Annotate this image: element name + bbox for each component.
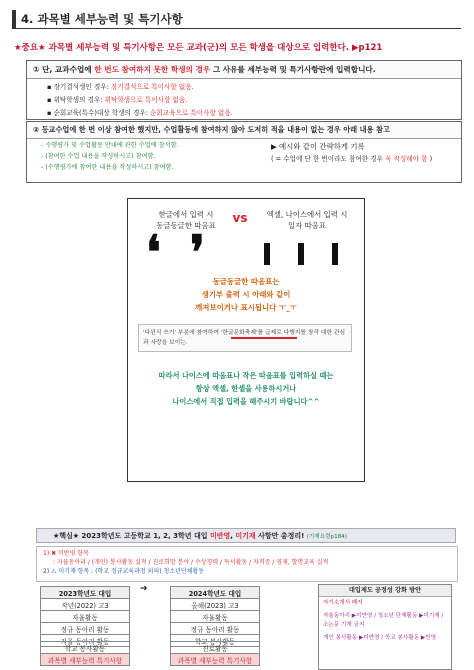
left-subheader: 작년(2022) 고3 (41, 599, 130, 611)
side-panel (318, 584, 452, 670)
table-row: 정규 동아리 활동 (171, 623, 260, 635)
straight-quote-icon (298, 243, 304, 265)
core-summary-bar (36, 528, 456, 543)
advice-line: 항상 엑셀, 한셀을 사용하시거나 (195, 384, 297, 393)
left-title-line: 한글에서 입력 시 (158, 210, 214, 219)
right-header: 2024학년도 대입 (171, 587, 260, 599)
section2-heading: ② 등교수업에 한 번 이상 참여한 했지만, 수업활동에 참여하지 않아 도저히 적을 내용이 없는 경우 아래 내용 참고 (27, 122, 461, 139)
core-unreflected: 미반영 (209, 532, 231, 540)
core-text: 2023학년도 고등학교 1, 2, 3학년 대입 (79, 532, 210, 540)
left-header: 2023학년도 대입 (41, 587, 130, 599)
table-row: 자율활동 (171, 611, 260, 623)
notice-prefix: ★중요★ (14, 43, 46, 53)
right-table-lower (170, 641, 260, 666)
item-label: ▪ 위탁학생의 경우: (47, 96, 105, 104)
notice-text: 과목별 세부능력 및 특기사항은 모든 교과(군)의 모든 학생을 대상으로 입력한다. (45, 43, 352, 53)
section1-box (26, 60, 462, 120)
note-line: 동글동글한 따옴표는 (212, 277, 280, 286)
item-value: 장기결석으로 특이사항 없음. (110, 83, 194, 91)
error-underline (231, 337, 297, 339)
section2-box (26, 121, 462, 183)
right-title-line: 일자 따옴표 (287, 221, 327, 230)
core-reference: (기재요령p184) (306, 534, 347, 540)
advice-line: 따라서 나이스에 따옴표나 작은 따옴표를 입력하실 때는 (158, 371, 334, 380)
advice-suffix: ) (427, 155, 433, 163)
right-table (170, 586, 260, 647)
important-notice (14, 41, 460, 53)
table-row: 학교 봉사활동 (171, 635, 260, 647)
table-row: 진로활동 (171, 642, 260, 654)
section2-advice: ▶ 예시와 같이 간략하게 기록 (271, 142, 365, 151)
item-value: 순회교육으로 특이사항 없음. (150, 109, 233, 117)
core-items-box (36, 546, 458, 582)
right-title-line: 엑셀, 나이스에서 입력 시 (266, 210, 348, 219)
comparison-table-lower (40, 641, 306, 667)
section2-line: - 수행평가 및 수업활동 안내에 관한 수업에 참석함. (41, 142, 179, 149)
table-row: 자율 동아리 활동 (41, 635, 130, 647)
broken-quote-note (128, 275, 364, 314)
side-panel-header: 대입제도 공정성 강화 방안 (319, 585, 451, 597)
item-value: 위탁학생으로 특이사항 없음. (104, 96, 188, 104)
advice-line: 나이스에서 직접 입력을 해주시기 바랍니다^^ (172, 397, 320, 406)
quote-example-box (127, 198, 365, 482)
notice-ref: ▶p121 (351, 43, 383, 53)
table-row: 자율활동 (41, 611, 130, 623)
table-row: 정규 동아리 활동 (41, 623, 130, 635)
side-row: 개인 봉사활동 ▶미반영 / 학교 봉사활동 ▶반영 (323, 635, 437, 641)
section-title-text: 4. 과목별 세부능력 및 특기사항 (21, 12, 183, 26)
table-row-highlight: 과목별 세부능력 특기사항 (171, 654, 260, 666)
right-title (254, 209, 360, 231)
core-unrecorded: 미기재 (235, 532, 256, 540)
section1-heading (27, 61, 461, 79)
advice-prefix: ( = 수업에 단 한 번이라도 참여한 경우 (271, 155, 386, 163)
table-row: 학교 봉사활동 (41, 642, 130, 654)
arrow-right-icon: ➔ (140, 584, 148, 594)
sample-output-text: '다윈식 쓰기' 부분에 참여하여 '한글문화축제'를 급제로 다행지를 창작 대한 관심과 사랑을 보이는. (143, 330, 346, 346)
curly-quote-close-icon: ❜ (190, 225, 205, 279)
left-table (40, 586, 130, 647)
section-title (12, 10, 461, 29)
right-subheader: 올해(2023) 고3 (171, 599, 260, 611)
section1-heading-highlight: 한 번도 참여하지 못한 학생의 경우 (94, 65, 211, 74)
section1-item (27, 107, 461, 120)
side-row: 자기소개서 폐지 (323, 600, 363, 606)
section2-line: - (참여한 수업 내용을 작성하시고) 참여함. (41, 153, 156, 160)
left-table-lower (40, 641, 130, 666)
core-prefix: ★핵심★ (53, 532, 80, 540)
left-title-line: 동글동글한 따옴표 (156, 221, 216, 230)
input-advice (128, 369, 364, 408)
table-row-highlight: 과목별 세부능력 특기사항 (41, 654, 130, 666)
section2-advice-detail (271, 153, 451, 165)
vs-label: vs (232, 211, 248, 225)
note-line: 생기부 출력 시 아래와 같이 (201, 290, 291, 299)
straight-quote-icon (332, 243, 338, 265)
item-label: ▪ 장기결석생인 경우: (47, 83, 111, 91)
side-row: 자율동아리 ▶미반영 / 청소년 단체활동 ▶미기재 / 소논문 기재 금지 (323, 613, 444, 628)
core-suffix: 사항만 총정리! (255, 532, 305, 540)
note-line: 깨져보이거나 표시됩니다 ㅜ_ㅜ (195, 303, 297, 312)
curly-quote-open-icon: ❛ (146, 225, 161, 279)
unrecorded-line: 2) ⚠ 미기재 항목 : (학교 정규교육과정 외의) 청소년단체활동 (43, 568, 205, 575)
section1-item (27, 81, 461, 94)
sample-output (138, 324, 352, 352)
section1-item (27, 94, 461, 107)
advice-highlight: 꼭 작성해야 함 (385, 155, 428, 163)
unreflected-detail: : 자율동아리 / (개인) 봉사활동 실적 / 진로희망 분야 / 수상경력 / 독서활동 / 자격증 / 영재, 발명교육 실적 (53, 559, 329, 566)
section1-heading-prefix: ① 단, 교과수업에 (33, 65, 95, 74)
core-separator: , (230, 532, 236, 540)
item-label: ▪ 순회교육(특수)대상 학생의 경우: (47, 109, 151, 117)
section2-line: - (수행평가에 참여한 내용을 작성하시고) 참여함. (41, 164, 174, 171)
section1-heading-suffix: 그 사유를 세부능력 및 특기사항란에 입력합니다. (210, 65, 376, 74)
unreflected-label: 1) ✖ 미반영 항목 (43, 550, 89, 557)
straight-quote-icon (264, 243, 270, 265)
